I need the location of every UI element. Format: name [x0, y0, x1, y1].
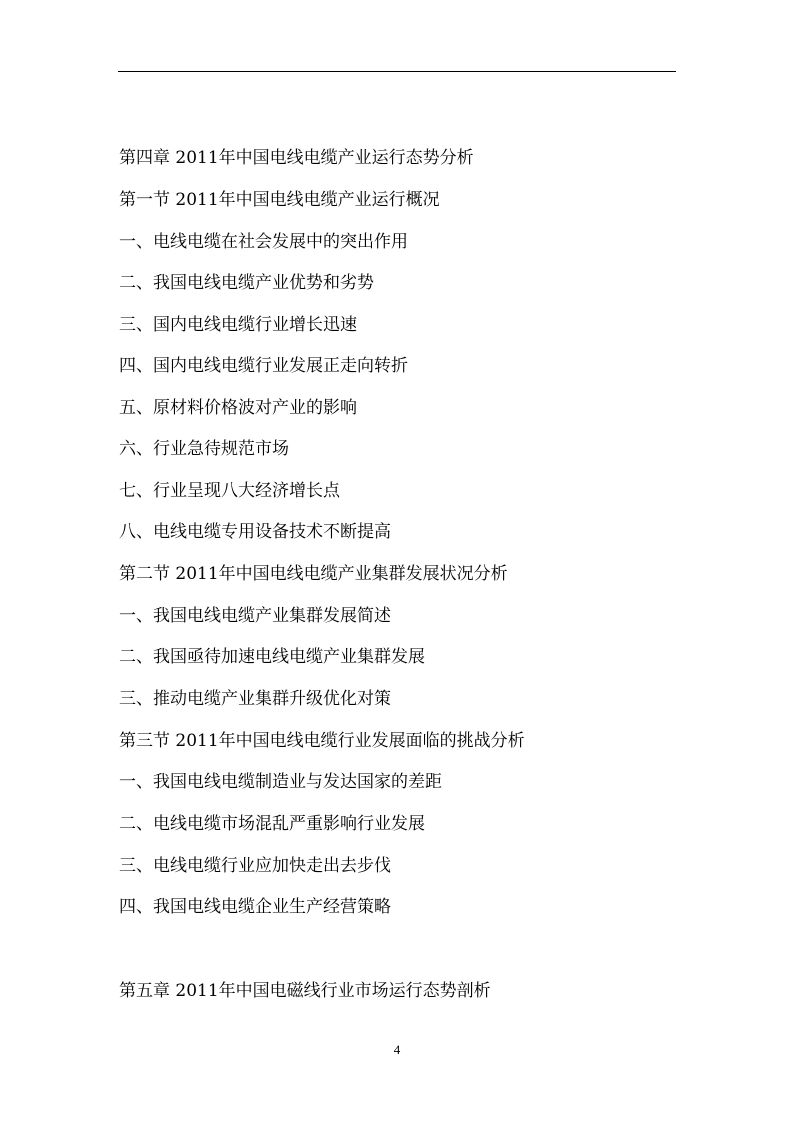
header-rule — [118, 71, 676, 72]
toc-item: 七、行业呈现八大经济增长点 — [119, 481, 340, 501]
page-number: 4 — [393, 1042, 401, 1057]
chapter-heading: 第四章 2011年中国电线电缆产业运行态势分析 — [119, 148, 474, 168]
toc-item: 二、我国电线电缆产业优势和劣势 — [119, 273, 374, 293]
toc-item: 二、电线电缆市场混乱严重影响行业发展 — [119, 814, 425, 834]
toc-item: 一、我国电线电缆产业集群发展简述 — [119, 606, 391, 626]
toc-item: 六、行业急待规范市场 — [119, 439, 289, 459]
toc-item: 一、电线电缆在社会发展中的突出作用 — [119, 232, 408, 252]
toc-item: 二、我国亟待加速电线电缆产业集群发展 — [119, 647, 425, 667]
section-heading: 第二节 2011年中国电线电缆产业集群发展状况分析 — [119, 564, 508, 584]
toc-item: 一、我国电线电缆制造业与发达国家的差距 — [119, 772, 442, 792]
chapter-heading: 第五章 2011年中国电磁线行业市场运行态势剖析 — [119, 981, 491, 1001]
toc-item: 四、我国电线电缆企业生产经营策略 — [119, 897, 391, 917]
section-heading: 第三节 2011年中国电线电缆行业发展面临的挑战分析 — [119, 731, 525, 751]
toc-item: 三、国内电线电缆行业增长迅速 — [119, 315, 357, 335]
section-heading: 第一节 2011年中国电线电缆产业运行概况 — [119, 190, 440, 210]
toc-item: 四、国内电线电缆行业发展正走向转折 — [119, 356, 408, 376]
toc-item: 三、电线电缆行业应加快走出去步伐 — [119, 856, 391, 876]
toc-item: 三、推动电缆产业集群升级优化对策 — [119, 689, 391, 709]
toc-item: 八、电线电缆专用设备技术不断提高 — [119, 522, 391, 542]
toc-item: 五、原材料价格波对产业的影响 — [119, 398, 357, 418]
